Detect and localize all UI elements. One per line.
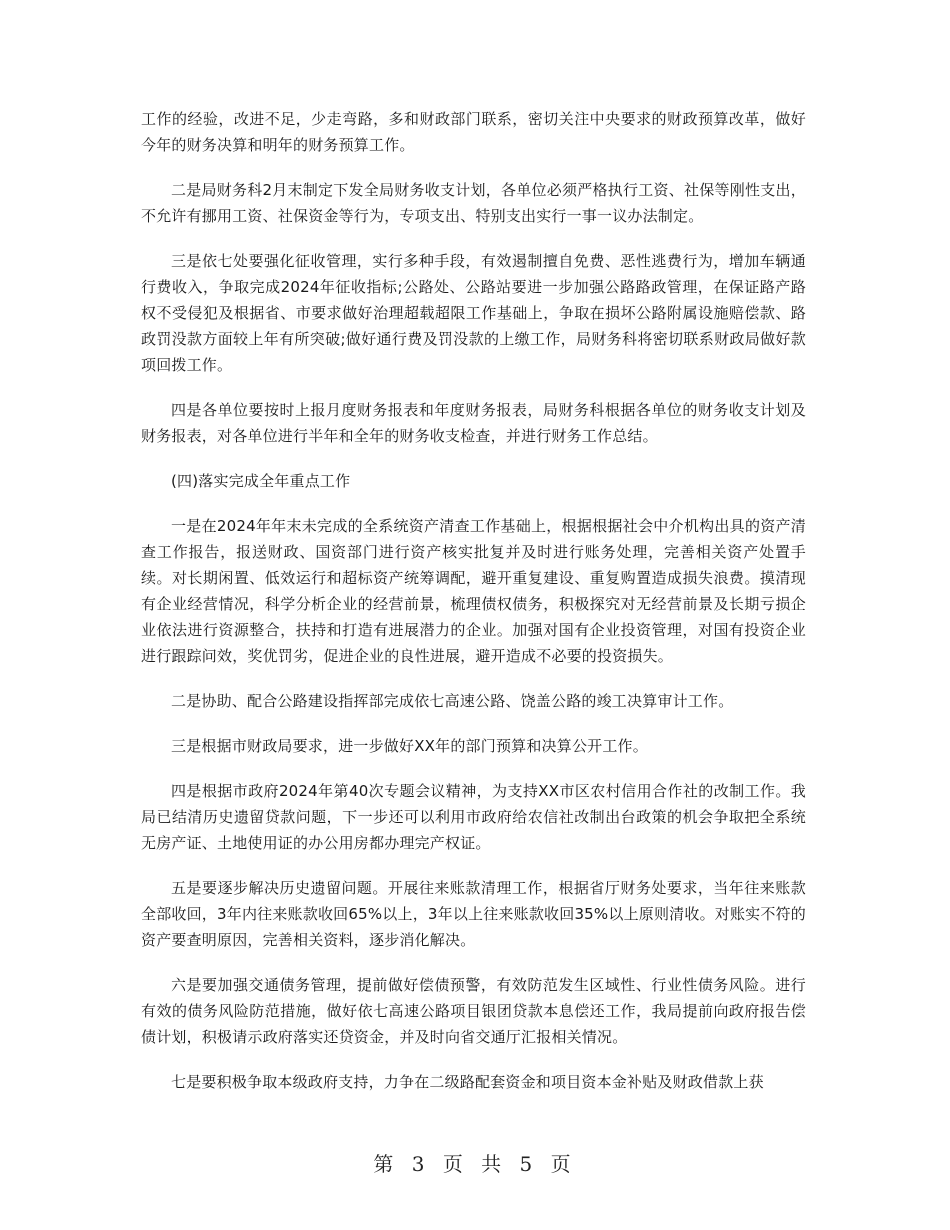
paragraph: 四是根据市政府2024年第40次专题会议精神，为支持XX市区农村信用合作社的改制工作。我局已结清历史遗留贷款问题，下一步还可以利用市政府给农信社改制出台政策的机会争取把全系统无房产证、土地使用证的办公用房都办理完产权证。 xyxy=(141,782,806,852)
paragraph: 五是要逐步解决历史遗留问题。开展往来账款清理工作，根据省厅财务处要求，当年往来账款全部收回，3年内往来账款收回65%以上，3年以上往来账款收回35%以上原则清收。对账实不符的资产要查明原因，完善相关资料，逐步消化解决。 xyxy=(141,879,806,949)
paragraph: 六是要加强交通债务管理，提前做好偿债预警，有效防范发生区域性、行业性债务风险。进行有效的债务风险防范措施，做好依七高速公路项目银团贷款本息偿还工作，我局提前向政府报告偿债计划，积极请示政府落实还贷资金，并及时向省交通厅汇报相关情况。 xyxy=(141,976,806,1046)
section-heading: (四)落实完成全年重点工作 xyxy=(171,472,351,490)
paragraph: 四是各单位要按时上报月度财务报表和年度财务报表，局财务科根据各单位的财务收支计划及财务报表，对各单位进行半年和全年的财务收支检查，并进行财务工作总结。 xyxy=(141,401,806,445)
paragraph: 三是依七处要强化征收管理，实行多种手段，有效遏制擅自免费、恶性逃费行为，增加车辆通行费收入，争取完成2024年征收指标;公路处、公路站要进一步加强公路路政管理，在保证路产路权不受侵犯及根据省、市要求做好治理超载超限工作基础上，争取在损坏公路附属设施赔偿款、路政罚没款方面较上年有所突破;做好通行费及罚没款的上缴工作，局财务科将密切联系财政局做好款项回拨工作。 xyxy=(141,252,806,374)
paragraph: 二是局财务科2月末制定下发全局财务收支计划，各单位必须严格执行工资、社保等刚性支出，不允许有挪用工资、社保资金等行为，专项支出、特别支出实行一事一议办法制定。 xyxy=(141,181,806,225)
paragraph: 工作的经验，改进不足，少走弯路，多和财政部门联系，密切关注中央要求的财政预算改革，做好今年的财务决算和明年的财务预算工作。 xyxy=(141,110,806,154)
paragraph: 三是根据市财政局要求，进一步做好XX年的部门预算和决算公开工作。 xyxy=(171,737,648,755)
paragraph: 一是在2024年年末未完成的全系统资产清查工作基础上，根据根据社会中介机构出具的资产清查工作报告，报送财政、国资部门进行资产核实批复并及时进行账务处理，完善相关资产处置手续。对长期闲置、低效运行和超标资产统筹调配，避开重复建设、重复购置造成损失浪费。摸清现有企业经营情况，科学分析企业的经营前景，梳理债权债务，积极探究对无经营前景及长期亏损企业依法进行资源整合，扶持和打造有进展潜力的企业。加强对国有企业投资管理，对国有投资企业进行跟踪问效，奖优罚劣，促进企业的良性进展，避开造成不必要的投资损失。 xyxy=(141,517,806,665)
document-body xyxy=(141,106,806,1114)
page-number-footer: 第 3 页 共 5 页 xyxy=(373,1152,577,1176)
paragraph: 七是要积极争取本级政府支持，力争在二级路配套资金和项目资本金补贴及财政借款上获 xyxy=(171,1073,764,1091)
paragraph: 二是协助、配合公路建设指挥部完成依七高速公路、饶盖公路的竣工决算审计工作。 xyxy=(171,692,734,710)
